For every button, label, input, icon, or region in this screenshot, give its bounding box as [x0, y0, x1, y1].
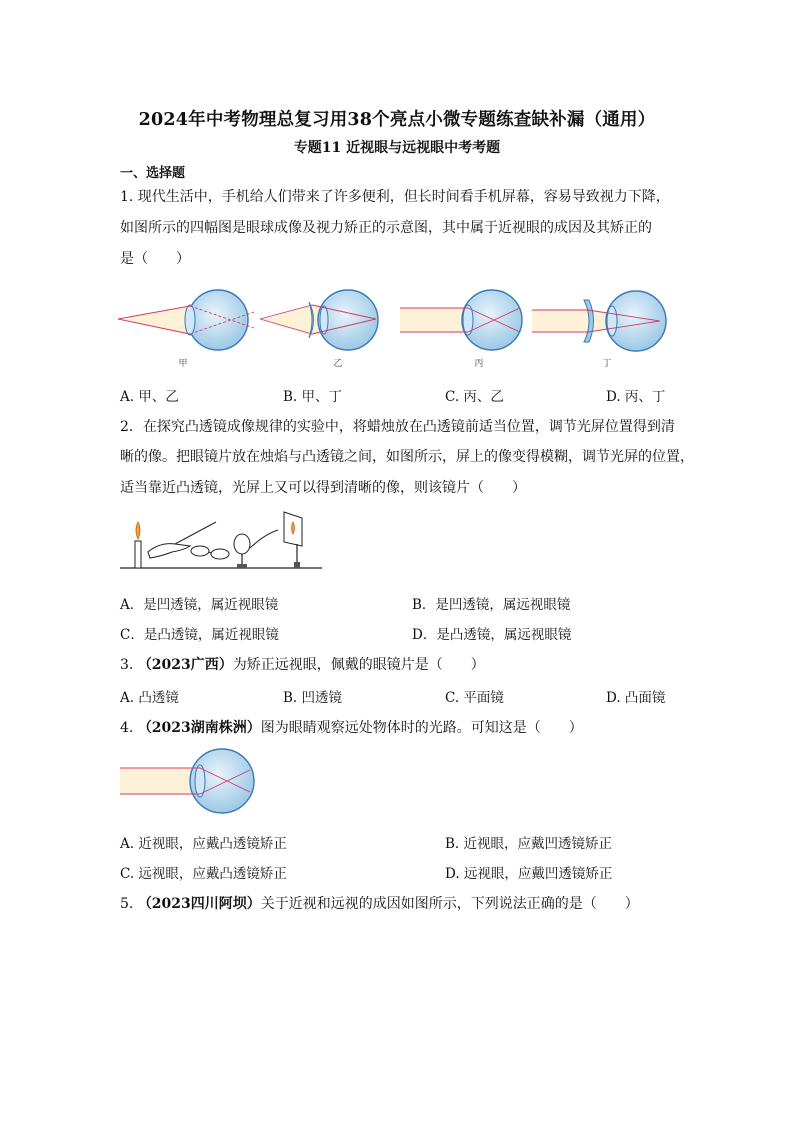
q4-option-c: C. 远视眼，应戴凸透镜矫正: [120, 866, 287, 882]
q5-number: 5.: [120, 896, 138, 912]
q3-stem: [120, 654, 485, 674]
q1-eye-diagrams: [118, 288, 678, 358]
q2-candle-lens-screen-figure: [120, 508, 325, 572]
q4-option-d: D. 远视眼，应戴凹透镜矫正: [445, 866, 613, 882]
q5-text: 关于近视和远视的成因如图所示，下列说法正确的是（ ）: [260, 896, 639, 912]
q5-stem: [120, 893, 639, 913]
section-heading: 一、选择题: [120, 166, 186, 181]
caption-jia: 甲: [178, 359, 188, 369]
q2-option-b: B．是凹透镜，属远视眼镜: [412, 597, 571, 613]
q1-line-1: 1. 现代生活中，手机给人们带来了许多便利，但长时间看手机屏幕，容易导致视力下降，: [120, 189, 670, 205]
page-title: 2024年中考物理总复习用38个亮点小微专题练查缺补漏（通用）: [138, 110, 656, 130]
q3-source-tag: （2023广西）: [137, 657, 233, 673]
eye-diagram-yi: [260, 290, 378, 350]
caption-bing: 丙: [474, 359, 484, 369]
caption-yi: 乙: [333, 359, 343, 369]
eye-diagram-ding: [532, 291, 666, 351]
q1-option-c: C. 丙、乙: [445, 389, 504, 405]
q2-option-c: C．是凸透镜，属近视眼镜: [120, 627, 279, 643]
caption-ding: 丁: [602, 359, 612, 369]
q1-line-3: 是（ ）: [120, 251, 190, 267]
q3-text: 为矫正远视眼，佩戴的眼镜片是（ ）: [232, 657, 485, 673]
q3-option-c: C. 平面镜: [445, 690, 504, 706]
q4-text: 图为眼睛观察远处物体时的光路。可知这是（ ）: [260, 720, 583, 736]
q4-option-a: A. 近视眼，应戴凸透镜矫正: [120, 836, 287, 852]
q2-line-3: 适当靠近凸透镜，光屏上又可以得到清晰的像，则该镜片（ ）: [120, 480, 526, 496]
q2-line-1: 2．在探究凸透镜成像规律的实验中，将蜡烛放在凸透镜前适当位置，调节光屏位置得到清: [120, 419, 675, 435]
q4-eye-diagram: [120, 746, 260, 816]
q4-option-b: B. 近视眼，应戴凹透镜矫正: [445, 836, 613, 852]
q4-number: 4.: [120, 720, 138, 736]
q4-source-tag: （2023湖南株洲）: [137, 720, 261, 736]
q1-line-2: 如图所示的四幅图是眼球成像及视力矫正的示意图，其中属于近视眼的成因及其矫正的: [120, 220, 652, 236]
q3-option-b: B. 凹透镜: [283, 690, 343, 706]
q3-option-d: D. 凸面镜: [606, 690, 666, 706]
q5-source-tag: （2023四川阿坝）: [137, 896, 261, 912]
q3-option-a: A. 凸透镜: [120, 690, 179, 706]
q2-line-2: 晰的像。把眼镜片放在烛焰与凸透镜之间，如图所示，屏上的像变得模糊，调节光屏的位置，: [120, 449, 694, 465]
q3-number: 3.: [120, 657, 138, 673]
q4-stem: [120, 717, 583, 737]
q2-option-a: A．是凹透镜，属近视眼镜: [120, 597, 279, 613]
eye-diagram-bing: [400, 290, 522, 350]
q1-option-b: B. 甲、丁: [283, 389, 343, 405]
q1-option-d: D. 丙、丁: [606, 389, 666, 405]
q2-option-d: D．是凸透镜，属远视眼镜: [412, 627, 572, 643]
eye-diagram-jia: [118, 290, 254, 350]
topic-subtitle: 专题11 近视眼与远视眼中考考题: [293, 140, 501, 156]
q1-option-a: A. 甲、乙: [120, 389, 179, 405]
